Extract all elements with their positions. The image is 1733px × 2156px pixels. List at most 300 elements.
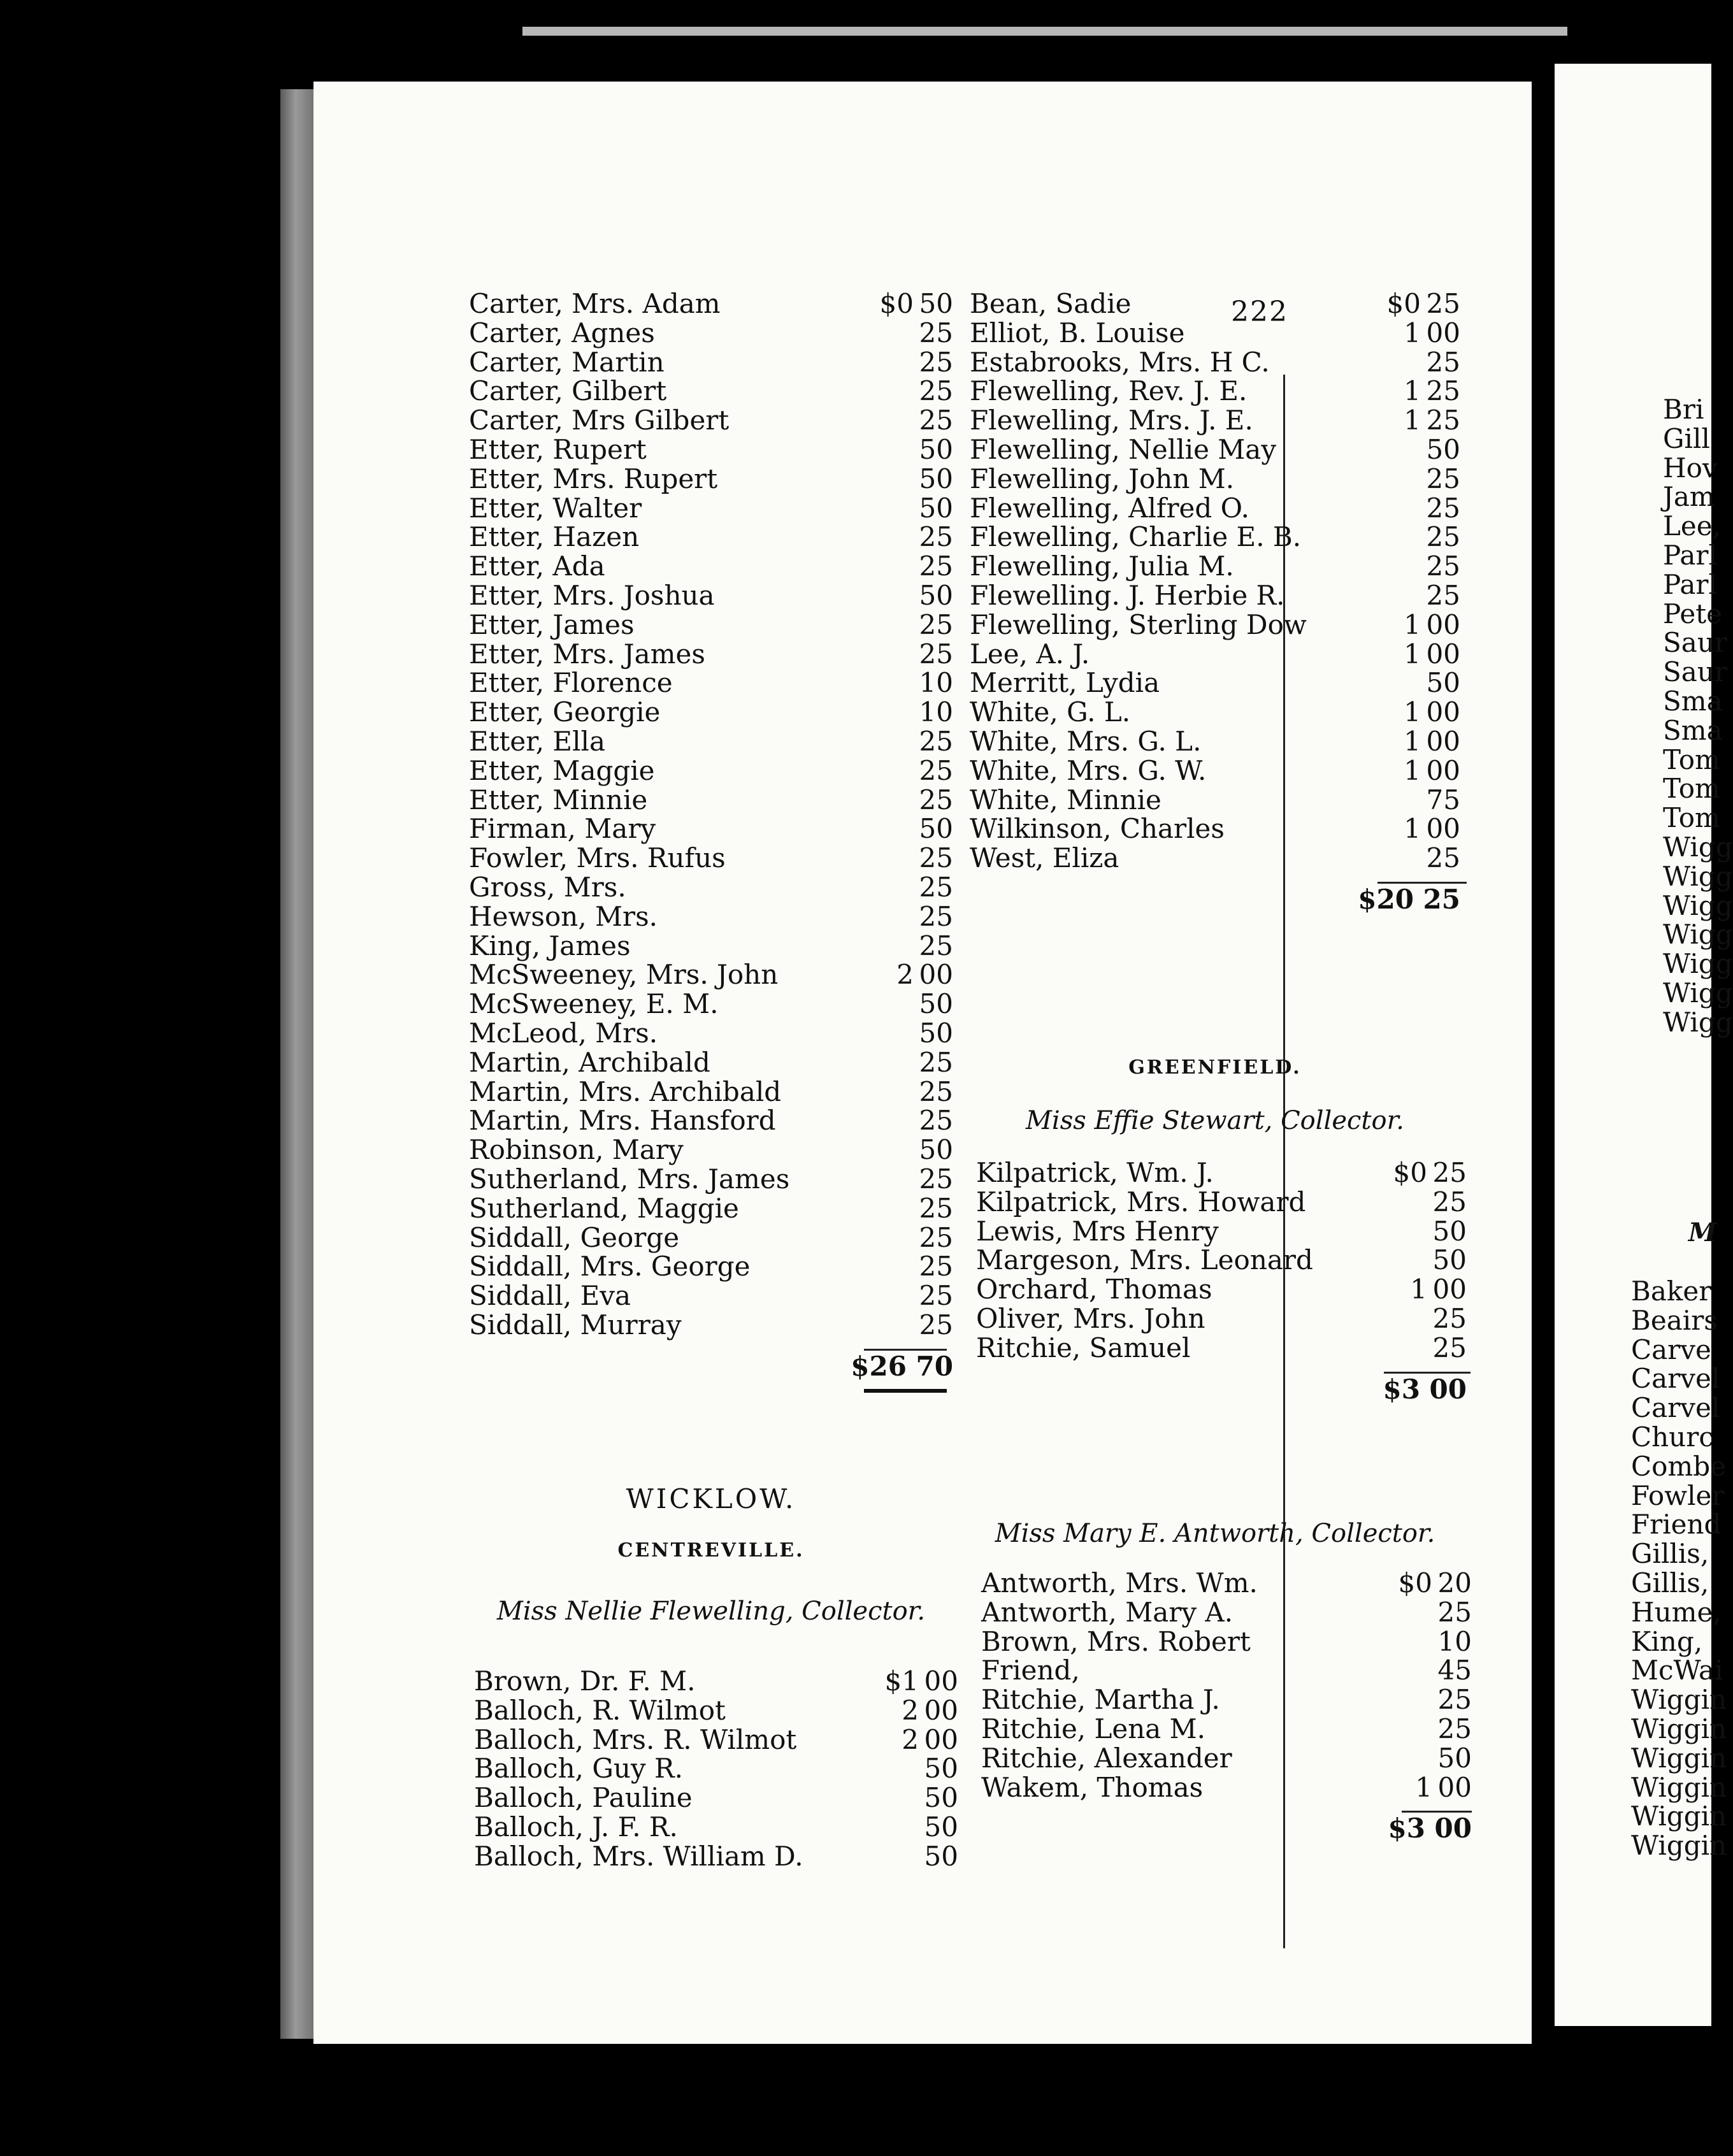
greenfield-entries bbox=[976, 1158, 1467, 1363]
entry-name: Robinson, Mary bbox=[469, 1134, 684, 1166]
entry-name: Sutherland, Maggie bbox=[469, 1192, 739, 1224]
entry-cents: 25 bbox=[1426, 579, 1460, 611]
entry-name: White, Mrs. G. L. bbox=[970, 725, 1202, 757]
entry-dollars: 1 bbox=[1404, 317, 1421, 349]
entry-name: Martin, Archibald bbox=[469, 1046, 710, 1078]
fragment-text: King, bbox=[1631, 1625, 1703, 1657]
entry-name: Ritchie, Alexander bbox=[981, 1742, 1232, 1774]
entry-cents: 25 bbox=[919, 842, 953, 874]
entry-name: Wilkinson, Charles bbox=[970, 813, 1225, 845]
fragment-text: Fowler bbox=[1631, 1479, 1725, 1511]
entry-cents: 00 bbox=[1426, 725, 1460, 757]
list-item bbox=[469, 1223, 953, 1253]
list-item bbox=[469, 1135, 953, 1165]
entry-cents: 50 bbox=[1432, 1215, 1467, 1247]
list-item bbox=[469, 377, 953, 406]
book-spine bbox=[280, 89, 319, 2039]
entry-cents: 00 bbox=[924, 1694, 958, 1726]
list-item bbox=[469, 552, 953, 581]
entry-name: Balloch, Mrs. William D. bbox=[474, 1840, 803, 1872]
entry-name: Siddall, George bbox=[469, 1221, 680, 1253]
entry-name: Etter, Mrs. Joshua bbox=[469, 579, 715, 611]
entry-name: Fowler, Mrs. Rufus bbox=[469, 842, 726, 874]
fragment-text: Wiggin bbox=[1631, 1684, 1727, 1716]
greenfield-total: $3 00 bbox=[1383, 1373, 1467, 1405]
entry-cents: 50 bbox=[919, 813, 953, 845]
fragment-text: Wigg bbox=[1663, 831, 1733, 863]
entry-cents: 25 bbox=[919, 1163, 953, 1195]
entry-cents: 25 bbox=[919, 375, 953, 407]
entry-name: Carter, Agnes bbox=[469, 317, 655, 349]
fragment-text: Friend bbox=[1631, 1509, 1722, 1541]
entry-name: Kilpatrick, Wm. J. bbox=[976, 1157, 1214, 1188]
fragment-text: Combe bbox=[1631, 1450, 1726, 1482]
entry-cents: 25 bbox=[919, 1221, 953, 1253]
entry-cents: 50 bbox=[919, 988, 953, 1020]
entry-cents: 00 bbox=[1426, 754, 1460, 786]
list-item bbox=[469, 406, 953, 435]
entry-cents: 25 bbox=[919, 346, 953, 378]
entry-dollars: 1 bbox=[1404, 608, 1421, 640]
entry-cents: 25 bbox=[1437, 1713, 1472, 1744]
list-item bbox=[469, 902, 953, 931]
entry-cents: 00 bbox=[924, 1723, 958, 1755]
entry-name: Friend, bbox=[981, 1655, 1080, 1686]
left-column-list bbox=[469, 289, 953, 1393]
entry-cents: 25 bbox=[919, 550, 953, 582]
entry-cents: 25 bbox=[1432, 1186, 1467, 1218]
entry-name: Kilpatrick, Mrs. Howard bbox=[976, 1186, 1306, 1218]
next-page-fragment bbox=[1555, 64, 1733, 2026]
entry-name: Lee, A. J. bbox=[970, 638, 1090, 670]
list-item bbox=[981, 1656, 1472, 1685]
entry-cents: 00 bbox=[1426, 608, 1460, 640]
fragment-text: Carvel bbox=[1631, 1363, 1720, 1395]
entry-cents: 50 bbox=[919, 1017, 953, 1049]
list-item bbox=[970, 640, 1460, 669]
list-item bbox=[981, 1744, 1472, 1773]
fragment-text: Wigg bbox=[1663, 977, 1733, 1009]
list-item bbox=[976, 1246, 1467, 1275]
list-item bbox=[469, 1281, 953, 1311]
entry-cents: 25 bbox=[1432, 1157, 1467, 1188]
entry-name: Etter, Minnie bbox=[469, 784, 648, 816]
entry-dollars: $0 bbox=[879, 288, 914, 319]
entry-cents: 25 bbox=[1432, 1332, 1467, 1363]
list-item bbox=[469, 1019, 953, 1048]
entry-dollars: 2 bbox=[902, 1694, 919, 1726]
list-item bbox=[469, 756, 953, 786]
fragment-text: Carve bbox=[1631, 1333, 1711, 1365]
entry-name: McLeod, Mrs. bbox=[469, 1017, 658, 1049]
entry-cents: 25 bbox=[919, 1192, 953, 1224]
wicklow-heading: WICKLOW. bbox=[626, 1483, 796, 1514]
wicklow-collector: Miss Nellie Flewelling, Collector. bbox=[496, 1597, 926, 1626]
entry-dollars: 1 bbox=[1404, 696, 1421, 728]
entry-name: Antworth, Mary A. bbox=[981, 1596, 1233, 1628]
list-item bbox=[970, 668, 1460, 698]
fragment-text: Saur bbox=[1663, 656, 1727, 688]
list-item bbox=[469, 960, 953, 989]
list-item bbox=[474, 1696, 958, 1725]
fragment-text: Tom bbox=[1663, 773, 1720, 805]
entry-name: Flewelling, Julia M. bbox=[970, 550, 1234, 582]
list-item bbox=[970, 844, 1460, 873]
fragment-text: Wiggin bbox=[1631, 1771, 1727, 1803]
entry-name: Etter, Maggie bbox=[469, 754, 655, 786]
entry-cents: 75 bbox=[1426, 784, 1460, 816]
list-item bbox=[469, 989, 953, 1019]
entry-cents: 25 bbox=[919, 754, 953, 786]
entry-cents: 25 bbox=[919, 317, 953, 349]
entry-name: Balloch, Guy R. bbox=[474, 1753, 683, 1785]
entry-name: White, Minnie bbox=[970, 784, 1161, 816]
entry-cents: 50 bbox=[919, 463, 953, 494]
entry-cents: 50 bbox=[924, 1782, 958, 1814]
entry-dollars: 2 bbox=[902, 1723, 919, 1755]
fragment-text: Gillis, bbox=[1631, 1538, 1709, 1570]
entry-name: Etter, Mrs. Rupert bbox=[469, 463, 718, 494]
fragment-text: Wigg bbox=[1663, 919, 1733, 951]
entry-name: Merritt, Lydia bbox=[970, 667, 1160, 699]
entry-name: Flewelling, Sterling Dow bbox=[970, 608, 1307, 640]
entry-name: Orchard, Thomas bbox=[976, 1274, 1212, 1305]
entry-cents: 50 bbox=[924, 1753, 958, 1785]
fragment-text: Wigg bbox=[1663, 948, 1733, 980]
fragment-text: Churc bbox=[1631, 1421, 1714, 1453]
entry-cents: 45 bbox=[1437, 1655, 1472, 1686]
list-item bbox=[970, 348, 1460, 377]
entry-name: Etter, Walter bbox=[469, 492, 642, 524]
list-item bbox=[976, 1275, 1467, 1304]
entry-name: Martin, Mrs. Hansford bbox=[469, 1105, 776, 1137]
entry-name: Siddall, Eva bbox=[469, 1280, 631, 1312]
entry-cents: 25 bbox=[919, 900, 953, 932]
entry-cents: 25 bbox=[1426, 521, 1460, 553]
antworth-list bbox=[981, 1569, 1472, 1844]
entry-cents: 25 bbox=[919, 1105, 953, 1137]
entry-cents: 10 bbox=[919, 667, 953, 699]
entry-name: Elliot, B. Louise bbox=[970, 317, 1185, 349]
antworth-collector: Miss Mary E. Antworth, Collector. bbox=[995, 1519, 1435, 1548]
list-item bbox=[469, 289, 953, 319]
entry-name: Margeson, Mrs. Leonard bbox=[976, 1244, 1313, 1276]
entry-dollars: $0 bbox=[1398, 1567, 1432, 1599]
list-item bbox=[981, 1627, 1472, 1657]
scan-top-edge bbox=[522, 27, 1567, 36]
entry-name: McSweeney, Mrs. John bbox=[469, 959, 779, 991]
list-item bbox=[970, 377, 1460, 406]
entry-name: Flewelling. J. Herbie R. bbox=[970, 579, 1285, 611]
entry-cents: 25 bbox=[1426, 550, 1460, 582]
fragment-text: Gill bbox=[1663, 422, 1710, 454]
entry-name: Etter, Ada bbox=[469, 550, 605, 582]
list-item bbox=[970, 756, 1460, 786]
entry-dollars: 1 bbox=[1404, 754, 1421, 786]
entry-name: Carter, Mrs Gilbert bbox=[469, 405, 730, 436]
fragment-text: McWai bbox=[1631, 1655, 1723, 1686]
list-item bbox=[970, 522, 1460, 552]
entry-cents: 50 bbox=[924, 1840, 958, 1872]
next-page-top-fragments bbox=[1663, 395, 1733, 1037]
list-item bbox=[981, 1598, 1472, 1627]
entry-name: Flewelling, Mrs. J. E. bbox=[970, 405, 1253, 436]
entry-cents: 00 bbox=[1426, 317, 1460, 349]
list-item bbox=[469, 581, 953, 610]
right-column-list bbox=[970, 289, 1460, 916]
entry-cents: 00 bbox=[1432, 1274, 1467, 1305]
entry-cents: 25 bbox=[1426, 346, 1460, 378]
entry-cents: 50 bbox=[919, 433, 953, 465]
entry-dollars: 1 bbox=[1404, 405, 1421, 436]
greenfield-heading: GREENFIELD. bbox=[1128, 1056, 1302, 1079]
entry-name: Balloch, R. Wilmot bbox=[474, 1694, 726, 1726]
list-item bbox=[469, 522, 953, 552]
greenfield-collector: Miss Effie Stewart, Collector. bbox=[1025, 1106, 1405, 1135]
entry-name: McSweeney, E. M. bbox=[469, 988, 719, 1020]
list-item bbox=[970, 319, 1460, 348]
list-item bbox=[976, 1158, 1467, 1188]
entry-dollars: $1 bbox=[884, 1665, 919, 1697]
entry-name: Flewelling, Rev. J. E. bbox=[970, 375, 1248, 407]
antworth-entries bbox=[981, 1569, 1472, 1802]
list-item bbox=[469, 873, 953, 902]
entry-name: Etter, Florence bbox=[469, 667, 673, 699]
fragment-text: Wiggin bbox=[1631, 1742, 1727, 1774]
fragment-text: Hume, bbox=[1631, 1596, 1722, 1628]
entry-name: Brown, Mrs. Robert bbox=[981, 1625, 1251, 1657]
greenfield-list bbox=[976, 1158, 1467, 1405]
wicklow-list bbox=[474, 1667, 958, 1871]
list-item bbox=[469, 348, 953, 377]
entry-name: Lewis, Mrs Henry bbox=[976, 1215, 1219, 1247]
entry-dollars: 1 bbox=[1415, 1771, 1432, 1803]
list-item bbox=[469, 1194, 953, 1223]
fragment-text: Jam bbox=[1663, 481, 1715, 513]
fragment-text: Lee, bbox=[1663, 510, 1721, 542]
entry-dollars: 1 bbox=[1404, 638, 1421, 670]
entry-cents: 25 bbox=[919, 608, 953, 640]
list-item bbox=[981, 1714, 1472, 1744]
entry-name: Gross, Mrs. bbox=[469, 871, 626, 903]
entry-cents: 00 bbox=[1426, 696, 1460, 728]
entry-cents: 25 bbox=[919, 871, 953, 903]
entry-name: Hewson, Mrs. bbox=[469, 900, 658, 932]
list-item bbox=[469, 464, 953, 494]
fragment-text: Bri bbox=[1663, 394, 1704, 425]
fragment-text: Wiggin bbox=[1631, 1830, 1727, 1862]
fragment-text: Parl bbox=[1663, 539, 1717, 571]
entry-name: Antworth, Mrs. Wm. bbox=[981, 1567, 1258, 1599]
list-item bbox=[469, 931, 953, 961]
entry-cents: 50 bbox=[919, 1134, 953, 1166]
entry-dollars: $0 bbox=[1386, 288, 1421, 319]
list-item bbox=[469, 786, 953, 815]
right-column-entries bbox=[970, 289, 1460, 873]
next-page-bottom-fragments bbox=[1631, 1277, 1727, 1860]
entry-cents: 00 bbox=[1426, 638, 1460, 670]
page-number: 222 bbox=[1231, 296, 1288, 328]
entry-name: Estabrooks, Mrs. H C. bbox=[970, 346, 1270, 378]
entry-name: Ritchie, Martha J. bbox=[981, 1684, 1220, 1716]
list-item bbox=[469, 1077, 953, 1107]
entry-name: Balloch, J. F. R. bbox=[474, 1811, 678, 1843]
fragment-text: Hov bbox=[1663, 452, 1718, 484]
entry-name: Carter, Martin bbox=[469, 346, 665, 378]
list-item bbox=[469, 435, 953, 464]
entry-name: Etter, Georgie bbox=[469, 696, 661, 728]
entry-cents: 25 bbox=[919, 1309, 953, 1340]
entry-cents: 50 bbox=[919, 288, 953, 319]
list-item bbox=[469, 1165, 953, 1194]
entry-name: Balloch, Pauline bbox=[474, 1782, 693, 1814]
entry-name: White, Mrs. G. W. bbox=[970, 754, 1207, 786]
fragment-text: Wiggin bbox=[1631, 1713, 1727, 1744]
list-item bbox=[981, 1773, 1472, 1802]
list-item bbox=[469, 844, 953, 873]
entry-cents: 25 bbox=[919, 1280, 953, 1312]
entry-name: Bean, Sadie bbox=[970, 288, 1132, 319]
entry-dollars: 2 bbox=[896, 959, 914, 991]
list-item bbox=[970, 406, 1460, 435]
entry-dollars: 1 bbox=[1404, 813, 1421, 845]
entry-name: Brown, Dr. F. M. bbox=[474, 1665, 696, 1697]
entry-cents: 25 bbox=[919, 1251, 953, 1283]
book-page bbox=[313, 82, 1532, 2044]
entry-name: Siddall, Mrs. George bbox=[469, 1251, 751, 1283]
entry-cents: 25 bbox=[919, 930, 953, 961]
centreville-heading: CENTREVILLE. bbox=[617, 1539, 805, 1562]
entry-cents: 25 bbox=[1432, 1302, 1467, 1334]
list-item bbox=[970, 610, 1460, 640]
fragment-text: Pete bbox=[1663, 598, 1722, 629]
fragment-text: Tom bbox=[1663, 744, 1720, 775]
list-item bbox=[474, 1667, 958, 1696]
entry-cents: 25 bbox=[919, 1075, 953, 1107]
antworth-total: $3 00 bbox=[1388, 1813, 1472, 1844]
list-item bbox=[976, 1304, 1467, 1333]
entry-cents: 25 bbox=[919, 784, 953, 816]
entry-cents: 50 bbox=[1437, 1742, 1472, 1774]
fragment-text: Sma bbox=[1663, 685, 1723, 717]
list-item bbox=[970, 814, 1460, 844]
list-item bbox=[970, 581, 1460, 610]
entry-cents: 25 bbox=[1426, 492, 1460, 524]
entry-name: Oliver, Mrs. John bbox=[976, 1302, 1205, 1334]
entry-name: Etter, Hazen bbox=[469, 521, 640, 553]
entry-name: Etter, James bbox=[469, 608, 635, 640]
entry-name: Balloch, Mrs. R. Wilmot bbox=[474, 1723, 797, 1755]
entry-cents: 25 bbox=[919, 405, 953, 436]
list-item bbox=[970, 727, 1460, 756]
list-item bbox=[469, 668, 953, 698]
entry-name: Sutherland, Mrs. James bbox=[469, 1163, 790, 1195]
list-item bbox=[469, 1311, 953, 1340]
entry-cents: 25 bbox=[919, 1046, 953, 1078]
entry-name: Carter, Mrs. Adam bbox=[469, 288, 721, 319]
list-item bbox=[970, 494, 1460, 523]
entry-name: Flewelling, Nellie May bbox=[970, 433, 1277, 465]
entry-cents: 25 bbox=[1426, 463, 1460, 494]
list-item bbox=[981, 1685, 1472, 1714]
entry-cents: 50 bbox=[919, 492, 953, 524]
entry-cents: 25 bbox=[919, 638, 953, 670]
left-total: $26 70 bbox=[851, 1350, 953, 1382]
list-item bbox=[474, 1754, 958, 1783]
next-page-heading-fragment: M bbox=[1688, 1218, 1717, 1247]
list-item bbox=[469, 610, 953, 640]
list-item bbox=[970, 552, 1460, 581]
right-total: $20 25 bbox=[1358, 883, 1460, 915]
entry-cents: 25 bbox=[1426, 405, 1460, 436]
list-item bbox=[469, 494, 953, 523]
list-item bbox=[474, 1725, 958, 1755]
entry-cents: 25 bbox=[919, 725, 953, 757]
entry-dollars: 1 bbox=[1410, 1274, 1427, 1305]
list-item bbox=[981, 1569, 1472, 1598]
fragment-text: Wigg bbox=[1663, 860, 1733, 892]
list-item bbox=[970, 289, 1460, 319]
list-item bbox=[976, 1188, 1467, 1217]
list-item bbox=[474, 1813, 958, 1842]
fragment-text: Saur bbox=[1663, 627, 1727, 659]
entry-name: West, Eliza bbox=[970, 842, 1119, 874]
entry-cents: 20 bbox=[1437, 1567, 1472, 1599]
list-item bbox=[469, 1048, 953, 1077]
list-item bbox=[976, 1333, 1467, 1363]
entry-cents: 25 bbox=[1437, 1684, 1472, 1716]
entry-name: Siddall, Murray bbox=[469, 1309, 682, 1340]
entry-cents: 00 bbox=[1426, 813, 1460, 845]
fragment-text: Parl bbox=[1663, 568, 1717, 600]
fragment-text: Wiggin bbox=[1631, 1800, 1727, 1832]
fragment-text: Carvel bbox=[1631, 1392, 1720, 1424]
entry-dollars: 1 bbox=[1404, 375, 1421, 407]
list-item bbox=[970, 435, 1460, 464]
fragment-text: Beairs bbox=[1631, 1304, 1718, 1336]
list-item bbox=[469, 640, 953, 669]
list-item bbox=[469, 1106, 953, 1135]
list-item bbox=[976, 1217, 1467, 1246]
entry-cents: 50 bbox=[924, 1811, 958, 1843]
entry-dollars: 1 bbox=[1404, 725, 1421, 757]
fragment-text: Baker bbox=[1631, 1276, 1712, 1307]
entry-name: King, James bbox=[469, 930, 631, 961]
fragment-text: Sma bbox=[1663, 714, 1723, 746]
entry-cents: 00 bbox=[919, 959, 953, 991]
left-total-double-rule bbox=[864, 1389, 947, 1393]
list-item bbox=[474, 1783, 958, 1813]
entry-cents: 25 bbox=[1426, 288, 1460, 319]
list-item bbox=[469, 1252, 953, 1281]
fragment-text: Wigg bbox=[1663, 1006, 1733, 1038]
entry-dollars: $0 bbox=[1393, 1157, 1427, 1188]
fragment-text: Gillis, bbox=[1631, 1567, 1709, 1599]
entry-name: Flewelling, Charlie E. B. bbox=[970, 521, 1302, 553]
entry-cents: 25 bbox=[1426, 375, 1460, 407]
entry-name: Ritchie, Samuel bbox=[976, 1332, 1191, 1363]
left-column-entries bbox=[469, 289, 953, 1340]
fragment-text: Wigg bbox=[1663, 889, 1733, 921]
entry-name: Flewelling, Alfred O. bbox=[970, 492, 1249, 524]
entry-cents: 00 bbox=[924, 1665, 958, 1697]
entry-name: White, G. L. bbox=[970, 696, 1131, 728]
entry-cents: 00 bbox=[1437, 1771, 1472, 1803]
entry-cents: 50 bbox=[1426, 667, 1460, 699]
entry-name: Etter, Ella bbox=[469, 725, 605, 757]
list-item bbox=[469, 319, 953, 348]
entry-cents: 50 bbox=[919, 579, 953, 611]
